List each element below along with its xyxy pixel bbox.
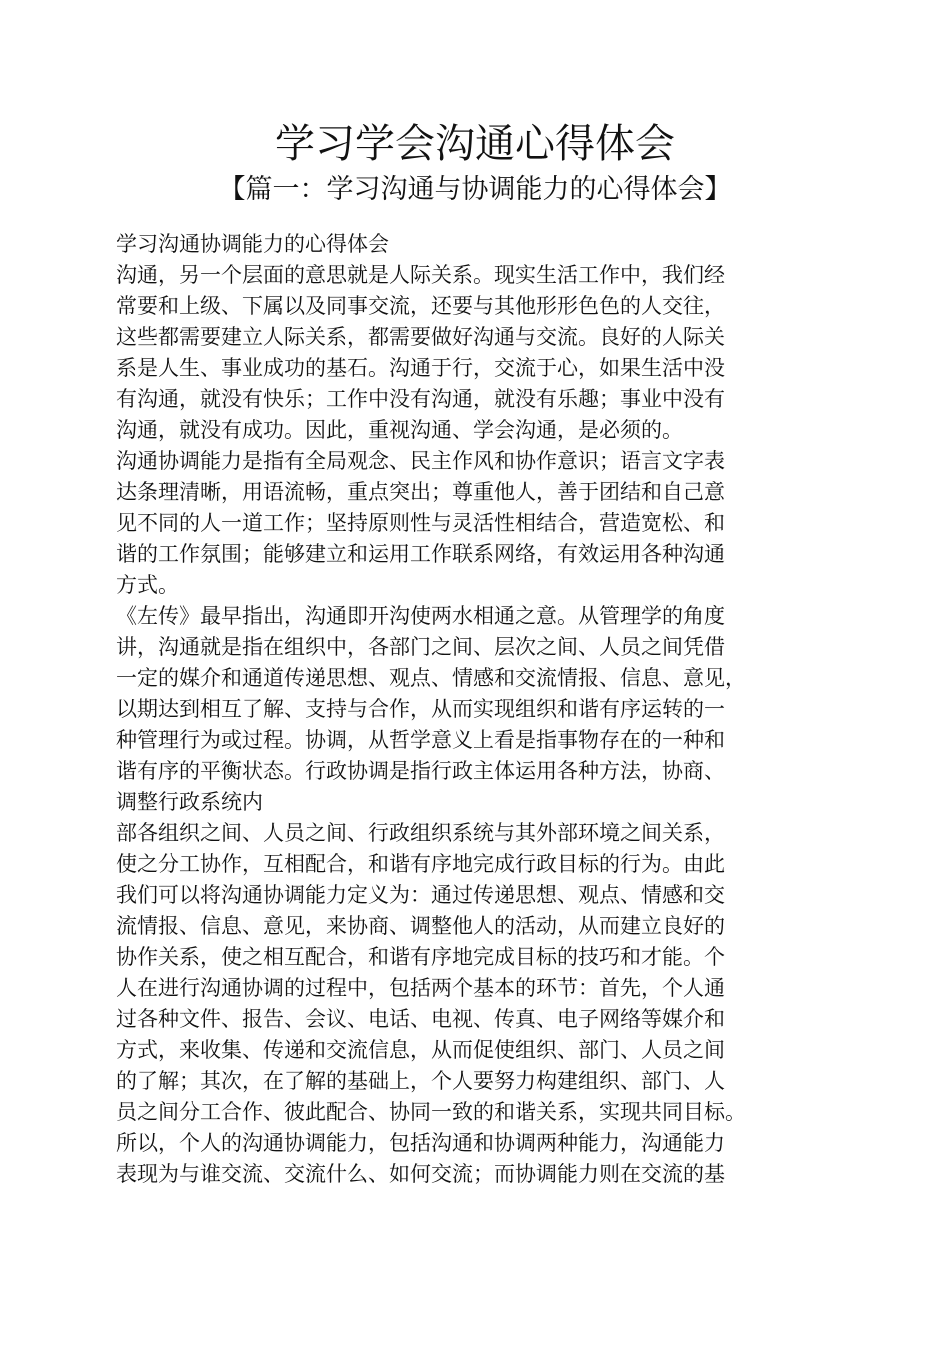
text-line: 我们可以将沟通协调能力定义为：通过传递思想、观点、情感和交 [116,883,725,907]
text-line: 流情报、信息、意见，来协商、调整他人的活动，从而建立良好的 [116,914,725,938]
text-line: 员之间分工合作、彼此配合、协同一致的和谐关系，实现共同目标。 [116,1100,746,1124]
text-line: 过各种文件、报告、会议、电话、电视、传真、电子网络等媒介和 [116,1007,725,1031]
text-line: 《左传》最早指出，沟通即开沟使两水相通之意。从管理学的角度 [116,604,725,628]
text-line: 种管理行为或过程。协调，从哲学意义上看是指事物存在的一种和 [116,728,725,752]
text-line: 系是人生、事业成功的基石。沟通于行，交流于心，如果生活中没 [116,356,725,380]
text-line: 达条理清晰，用语流畅，重点突出；尊重他人，善于团结和自己意 [116,480,725,504]
document-title: 学习学会沟通心得体会 [275,121,675,167]
text-line: 使之分工协作，互相配合，和谐有序地完成行政目标的行为。由此 [116,852,725,876]
text-line: 的了解；其次，在了解的基础上，个人要努力构建组织、部门、人 [116,1069,725,1093]
text-line: 沟通协调能力是指有全局观念、民主作风和协作意识；语言文字表 [116,449,725,473]
document-subtitle: 【篇一：学习沟通与协调能力的心得体会】 [218,174,732,205]
text-line: 一定的媒介和通道传递思想、观点、情感和交流情报、信息、意见， [116,666,746,690]
text-line: 这些都需要建立人际关系，都需要做好沟通与交流。良好的人际关 [116,325,725,349]
text-line: 部各组织之间、人员之间、行政组织系统与其外部环境之间关系， [116,821,725,845]
text-line: 有沟通，就没有快乐；工作中没有沟通，就没有乐趣；事业中没有 [116,387,725,411]
text-line: 协作关系，使之相互配合，和谐有序地完成目标的技巧和才能。个 [116,945,725,969]
text-line: 讲，沟通就是指在组织中，各部门之间、层次之间、人员之间凭借 [116,635,725,659]
text-line: 方式，来收集、传递和交流信息，从而促使组织、部门、人员之间 [116,1038,725,1062]
body-text [116,229,776,1190]
text-line: 沟通，就没有成功。因此，重视沟通、学会沟通，是必须的。 [116,418,683,442]
text-line: 调整行政系统内 [116,790,263,814]
text-line: 常要和上级、下属以及同事交流，还要与其他形形色色的人交往， [116,294,725,318]
text-line: 学习沟通协调能力的心得体会 [116,232,389,256]
text-line: 表现为与谁交流、交流什么、如何交流；而协调能力则在交流的基 [116,1162,725,1186]
text-line: 谐有序的平衡状态。行政协调是指行政主体运用各种方法，协商、 [116,759,725,783]
text-line: 所以，个人的沟通协调能力，包括沟通和协调两种能力，沟通能力 [116,1131,725,1155]
text-line: 人在进行沟通协调的过程中，包括两个基本的环节：首先，个人通 [116,976,725,1000]
text-line: 方式。 [116,573,179,597]
text-line: 以期达到相互了解、支持与合作，从而实现组织和谐有序运转的一 [116,697,725,721]
text-line: 谐的工作氛围；能够建立和运用工作联系网络，有效运用各种沟通 [116,542,725,566]
text-line: 沟通，另一个层面的意思就是人际关系。现实生活工作中，我们经 [116,263,725,287]
text-line: 见不同的人一道工作；坚持原则性与灵活性相结合，营造宽松、和 [116,511,725,535]
